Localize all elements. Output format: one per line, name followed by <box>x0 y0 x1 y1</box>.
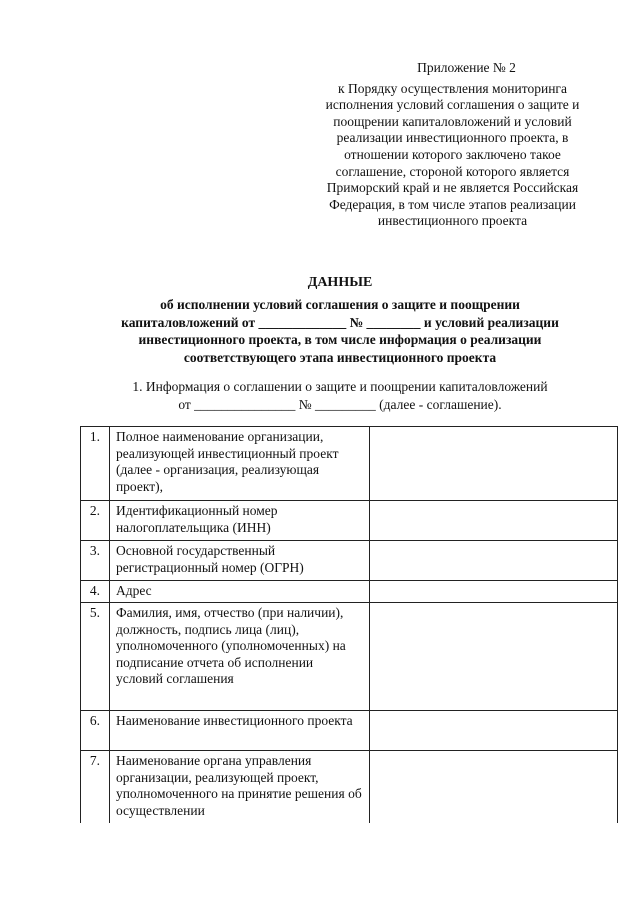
row-label: Наименование органа управления организации, реализующей проект, уполномоченного на принятие решения об осуществлении <box>109 751 369 823</box>
row-label: Полное наименование организации, реализующей инвестиционный проект (далее - организация, реализующая проект), <box>109 427 369 501</box>
document-heading: ДАННЫЕ <box>307 275 373 290</box>
row-label: Идентификационный номер налогоплательщика (ИНН) <box>109 501 369 541</box>
row-number: 4. <box>81 581 110 603</box>
info-table <box>80 426 618 823</box>
row-value <box>370 501 618 541</box>
appendix-title: Приложение № 2 <box>417 60 516 75</box>
row-number: 5. <box>81 603 110 711</box>
row-value <box>370 581 618 603</box>
document-subheading: об исполнении условий соглашения о защите и поощрении капиталовложений от _____________ № ________ и условий реализации инвестиционного проекта, в том числе информация о реализации соответствующего этапа инвестиционного проекта <box>121 297 559 365</box>
table-row <box>81 751 618 823</box>
row-number: 2. <box>81 501 110 541</box>
section-title: 1. Информация о соглашении о защите и поощрении капиталовложений от _______________ № _________ (далее - соглашение). <box>132 379 548 412</box>
row-number: 1. <box>81 427 110 501</box>
table-row <box>81 603 618 711</box>
row-label: Фамилия, имя, отчество (при наличии), должность, подпись лица (лиц), уполномоченного (уполномоченных) на подписание отчета об исполнении условий соглашения <box>109 603 369 711</box>
appendix-block <box>300 60 605 230</box>
row-number: 3. <box>81 541 110 581</box>
row-value <box>370 541 618 581</box>
row-value <box>370 711 618 751</box>
row-value <box>370 427 618 501</box>
table-row <box>81 711 618 751</box>
row-label: Основной государственный регистрационный номер (ОГРН) <box>109 541 369 581</box>
row-value <box>370 751 618 823</box>
appendix-text: к Порядку осуществления мониторинга исполнения условий соглашения о защите и поощрении капиталовложений и условий реализации инвестиционного проекта, в отношении которого заключено такое соглашение, стороной которого является Приморский край и не является Российская Федерация, в том числе этапов реализации инвестиционного проекта <box>325 80 580 229</box>
row-label: Адрес <box>109 581 369 603</box>
table-row <box>81 541 618 581</box>
table-row <box>81 427 618 501</box>
row-number: 7. <box>81 751 110 823</box>
row-label: Наименование инвестиционного проекта <box>109 711 369 751</box>
row-value <box>370 603 618 711</box>
table-row <box>81 501 618 541</box>
row-number: 6. <box>81 711 110 751</box>
table-row <box>81 581 618 603</box>
